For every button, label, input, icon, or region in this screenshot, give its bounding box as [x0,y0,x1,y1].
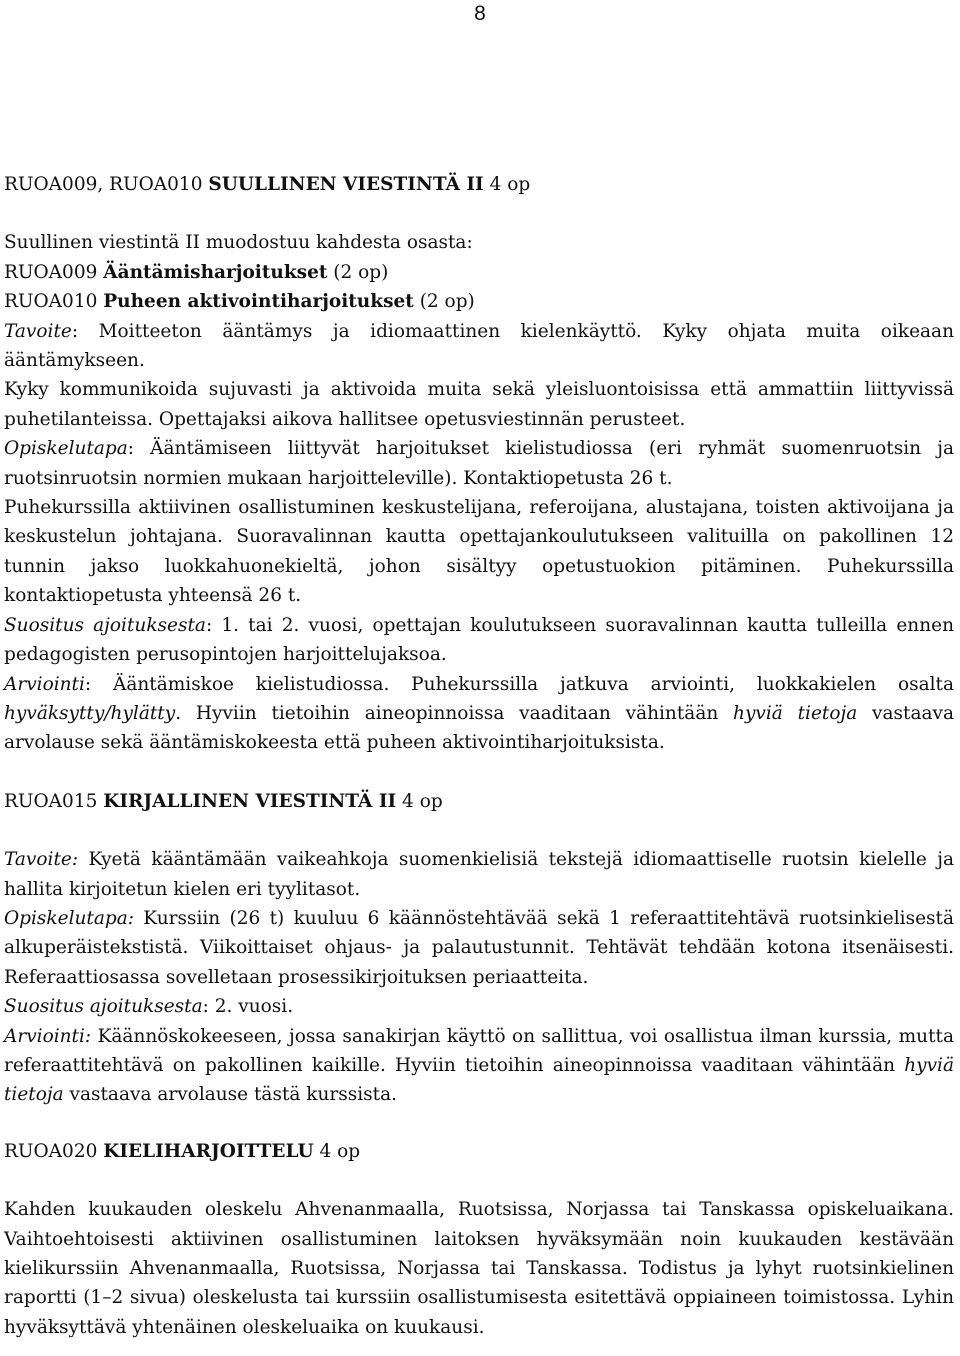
course-credits: 4 op [396,790,443,812]
section-body: Kahden kuukauden oleskelu Ahvenanmaalla, Ruotsissa, Norjassa tai Tanskassa opiskeluaikana. Vaihtoehtoisesti aktiivinen osallistuminen laitoksen hyväksymään noin kuukauden kestävään kielikurssiin Ahvenanmaalla, Ruotsissa, Norjassa tai Tanskassa. Todistus ja lyhyt ruotsinkielinen raportti (1–2 sivua) oleskelusta tai kurssiin osallistumisesta esitettävä oppiaineen toimistossa. Lyhin hyväksyttävä yhtenäinen oleskeluaika on kuukausi. [4,1199,954,1338]
course-credits: 4 op [483,174,531,195]
course-title: SUULLINEN VIESTINTÄ II [208,174,484,195]
eval-label: Arviointi: [4,1025,92,1047]
course-title: KIRJALLINEN VIESTINTÄ II [103,790,397,812]
eval-label: Arviointi [4,673,85,695]
course-code: RUOA020 [4,1140,104,1162]
section-heading-kieliharjoittelu [4,1137,954,1166]
method-paragraph: Opiskelutapa: Kurssiin (26 t) kuuluu 6 käännöstehtävää sekä 1 referaattitehtävä ruotsinkielisestä alkuperäistekstistä. Viikoittaiset ohjaus- ja palautustunnit. Tehtävät tehdään kotona itsenäisesti. Referaattiosassa sovelletaan prosessikirjoituksen periaatteita. [4,907,954,988]
timing-label: Suositus ajoituksesta [4,614,206,636]
part-item: RUOA009 Ääntämisharjoitukset (2 op) [4,261,389,283]
page-number: 8 [474,2,486,25]
document-body [4,170,954,1342]
section-heading-kirjallinen [4,787,954,816]
evaluation-paragraph: Arviointi: Ääntämiskoe kielistudiossa. Puhekurssilla jatkuva arviointi, luokkakielen osalta hyväksytty/hylätty. Hyviin tietoihin aineopinnoissa vaaditaan vähintään hyviä tietoja vastaava arvolause sekä ääntämiskokeesta että puheen aktivointiharjoituksista. [4,673,954,754]
method-paragraph-2: Puhekurssilla aktiivinen osallistuminen keskustelijana, referoijana, alustajana, toisten aktivoijana ja keskustelun johtajana. Suoravalinnan kautta opettajankoulutukseen valituilla on pakollinen 12 tunnin jakso luokkahuonekieltä, johon sisältyy opetustuokion pitäminen. Puhekurssilla kontaktiopetusta yhteensä 26 t. [4,497,954,607]
course-code: RUOA009, RUOA010 [4,174,209,195]
method-label: Opiskelutapa [4,438,128,460]
goal-paragraph-2: Kyky kommunikoida sujuvasti ja aktivoida muita sekä yleisluontoisissa että ammattiin liittyvissä puhetilanteissa. Opettajaksi aikova hallitsee opetusviestinnän perusteet. [4,379,954,430]
goal-label: Tavoite [4,320,72,342]
timing-paragraph: Suositus ajoituksesta: 2. vuosi. [4,996,294,1018]
course-title: KIELIHARJOITTELU [103,1140,314,1162]
part-item: RUOA010 Puheen aktivointiharjoitukset (2 op) [4,291,475,313]
course-code: RUOA015 [4,790,104,812]
goal-paragraph: Tavoite: Kyetä kääntämään vaikeahkoja suomenkielisiä tekstejä idiomaattiselle ruotsin kielelle ja hallita kirjoitetun kielen eri tyylitasot. [4,849,954,900]
goal-label: Tavoite: [4,849,79,871]
course-credits: 4 op [313,1140,361,1162]
timing-paragraph: Suositus ajoituksesta: 1. tai 2. vuosi, opettajan koulutukseen suoravalinnan kautta tulleilla ennen pedagogisten perusopintojen harjoittelujaksoa. [4,614,954,666]
goal-paragraph: Tavoite: Moitteeton ääntämys ja idiomaattinen kielenkäyttö. Kyky ohjata muita oikeaan ääntämykseen. [4,320,954,372]
evaluation-paragraph: Arviointi: Käännöskokeeseen, jossa sanakirjan käyttö on sallittua, voi osallistua ilman kurssia, mutta referaattitehtävä on pakollinen kaikille. Hyviin tietoihin aineopinnoissa vaaditaan vähintään hyviä tietoja vastaava arvolause tästä kurssista. [4,1025,954,1106]
section-intro: Suullinen viestintä II muodostuu kahdesta osasta: [4,232,473,254]
method-label: Opiskelutapa: [4,907,134,929]
timing-label: Suositus ajoituksesta [4,996,203,1018]
method-paragraph: Opiskelutapa: Ääntämiseen liittyvät harjoitukset kielistudiossa (eri ryhmät suomenruotsin ja ruotsinruotsin normien mukaan harjoitteleville). Kontaktiopetusta 26 t. [4,438,954,489]
section-heading-suullinen [4,170,954,199]
